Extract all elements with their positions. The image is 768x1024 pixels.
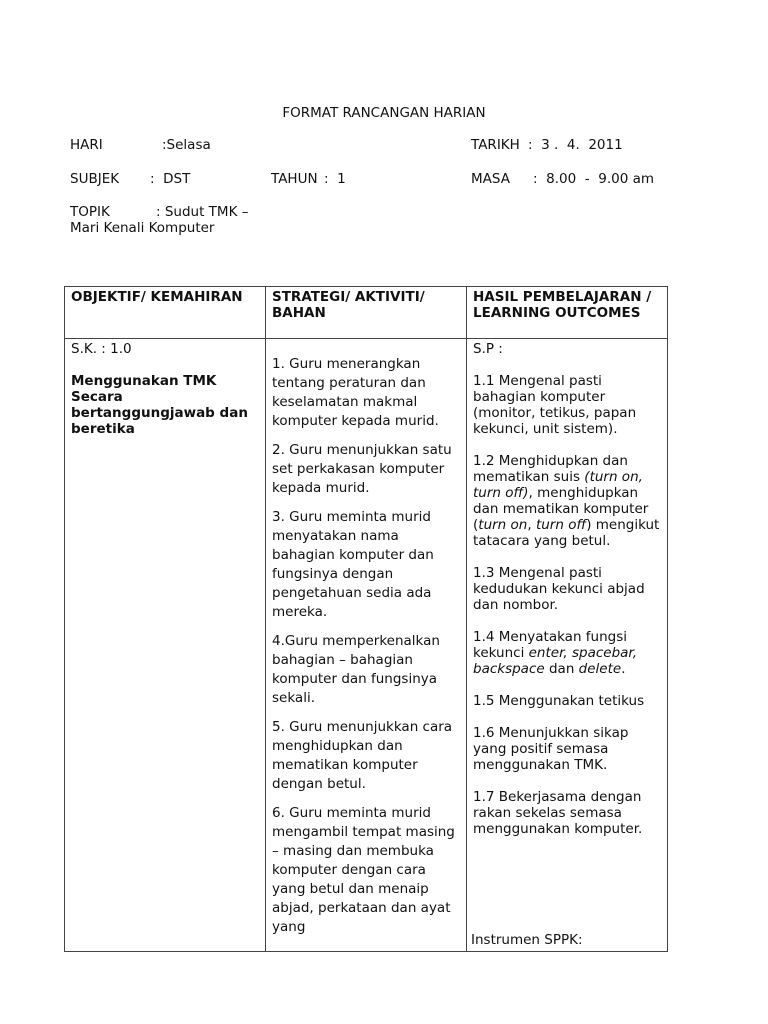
header-objektif: OBJEKTIF/ KEMAHIRAN [65, 287, 266, 339]
sk-label: S.K. : 1.0 [71, 341, 132, 357]
outcome-text: turn on [478, 517, 528, 533]
topik-value: : Sudut TMK – [156, 204, 249, 220]
table-header-row [65, 287, 668, 339]
outcome-text: . [621, 661, 626, 677]
hari-label: HARI [70, 137, 103, 153]
outcome-text: , [527, 517, 536, 533]
topik-block [70, 204, 270, 236]
masa-value: : 8.00 - 9.00 am [533, 171, 654, 187]
topik-value-line2: Mari Kenali Komputer [70, 220, 215, 236]
subjek-value: : DST [150, 171, 191, 187]
strategi-cell [266, 339, 467, 952]
activity-item: 2. Guru menunjukkan satu set perkakasan komputer kepada murid. [272, 442, 452, 496]
outcome-text: , menghidupkan dan mematikan komputer ( [473, 485, 649, 533]
topik-label: TOPIK [70, 204, 110, 220]
outcome-text: enter, spacebar, backspace [473, 645, 638, 677]
subjek-label: SUBJEK [70, 171, 120, 187]
outcome-text: (turn on, turn off) [473, 469, 643, 501]
sp-label: S.P : [473, 341, 503, 357]
outcome-text: turn off [535, 517, 587, 533]
outcome-item [473, 453, 661, 549]
tahun-label: TAHUN [271, 171, 318, 187]
activity-item: 3. Guru meminta murid menyatakan nama bahagian komputer dan fungsinya dengan pengetahuan sedia ada mereka. [272, 509, 434, 620]
outcome-text: 1.2 Menghidupkan dan mematikan suis [473, 453, 628, 485]
outcome-item [473, 629, 661, 677]
outcome-text: dan [544, 661, 579, 677]
activity-item: 5. Guru menunjukkan cara menghidupkan dan mematikan komputer dengan betul. [272, 719, 453, 792]
sk-title: Menggunakan TMK Secara bertanggungjawab dan beretika [71, 373, 248, 437]
outcome-item: 1.5 Menggunakan tetikus [473, 693, 645, 709]
header-strategi: STRATEGI/ AKTIVITI/ BAHAN [266, 287, 467, 339]
outcome-item: 1.1 Mengenal pasti bahagian komputer (monitor, tetikus, papan kekunci, unit sistem). [473, 373, 637, 437]
masa-label: MASA [471, 171, 510, 187]
outcome-item: 1.3 Mengenal pasti kedudukan kekunci abjad dan nombor. [473, 565, 645, 613]
outcome-item: 1.6 Menunjukkan sikap yang positif semasa menggunakan TMK. [473, 725, 629, 773]
outcome-text: 1.4 Menyatakan fungsi kekunci [473, 629, 628, 661]
outcome-text: delete [578, 661, 622, 677]
hasil-cell [467, 339, 668, 952]
objektif-cell [65, 339, 266, 952]
instrument-label: Instrumen SPPK: [471, 932, 583, 948]
tarikh-label: TARIKH [471, 137, 520, 153]
hari-value: :Selasa [162, 137, 211, 153]
activity-item: 6. Guru meminta murid mengambil tempat masing – masing dan membuka komputer dengan cara yang betul dan menaip abjad, perkataan dan ayat yang [272, 805, 455, 935]
document-title: FORMAT RANCANGAN HARIAN [282, 105, 486, 121]
tarikh-value: : 3 . 4. 2011 [528, 137, 623, 153]
outcome-text: ) mengikut tatacara yang betul. [473, 517, 660, 549]
activity-item: 1. Guru menerangkan tentang peraturan dan keselamatan makmal komputer kepada murid. [272, 356, 439, 429]
activity-item: 4.Guru memperkenalkan bahagian – bahagian komputer dan fungsinya sekali. [272, 633, 440, 706]
table-row [65, 339, 668, 952]
lesson-plan-table [64, 286, 668, 952]
outcome-item: 1.7 Bekerjasama dengan rakan sekelas semasa menggunakan komputer. [473, 789, 643, 837]
tahun-value: : 1 [324, 171, 346, 187]
header-hasil: HASIL PEMBELAJARAN / LEARNING OUTCOMES [467, 287, 668, 339]
